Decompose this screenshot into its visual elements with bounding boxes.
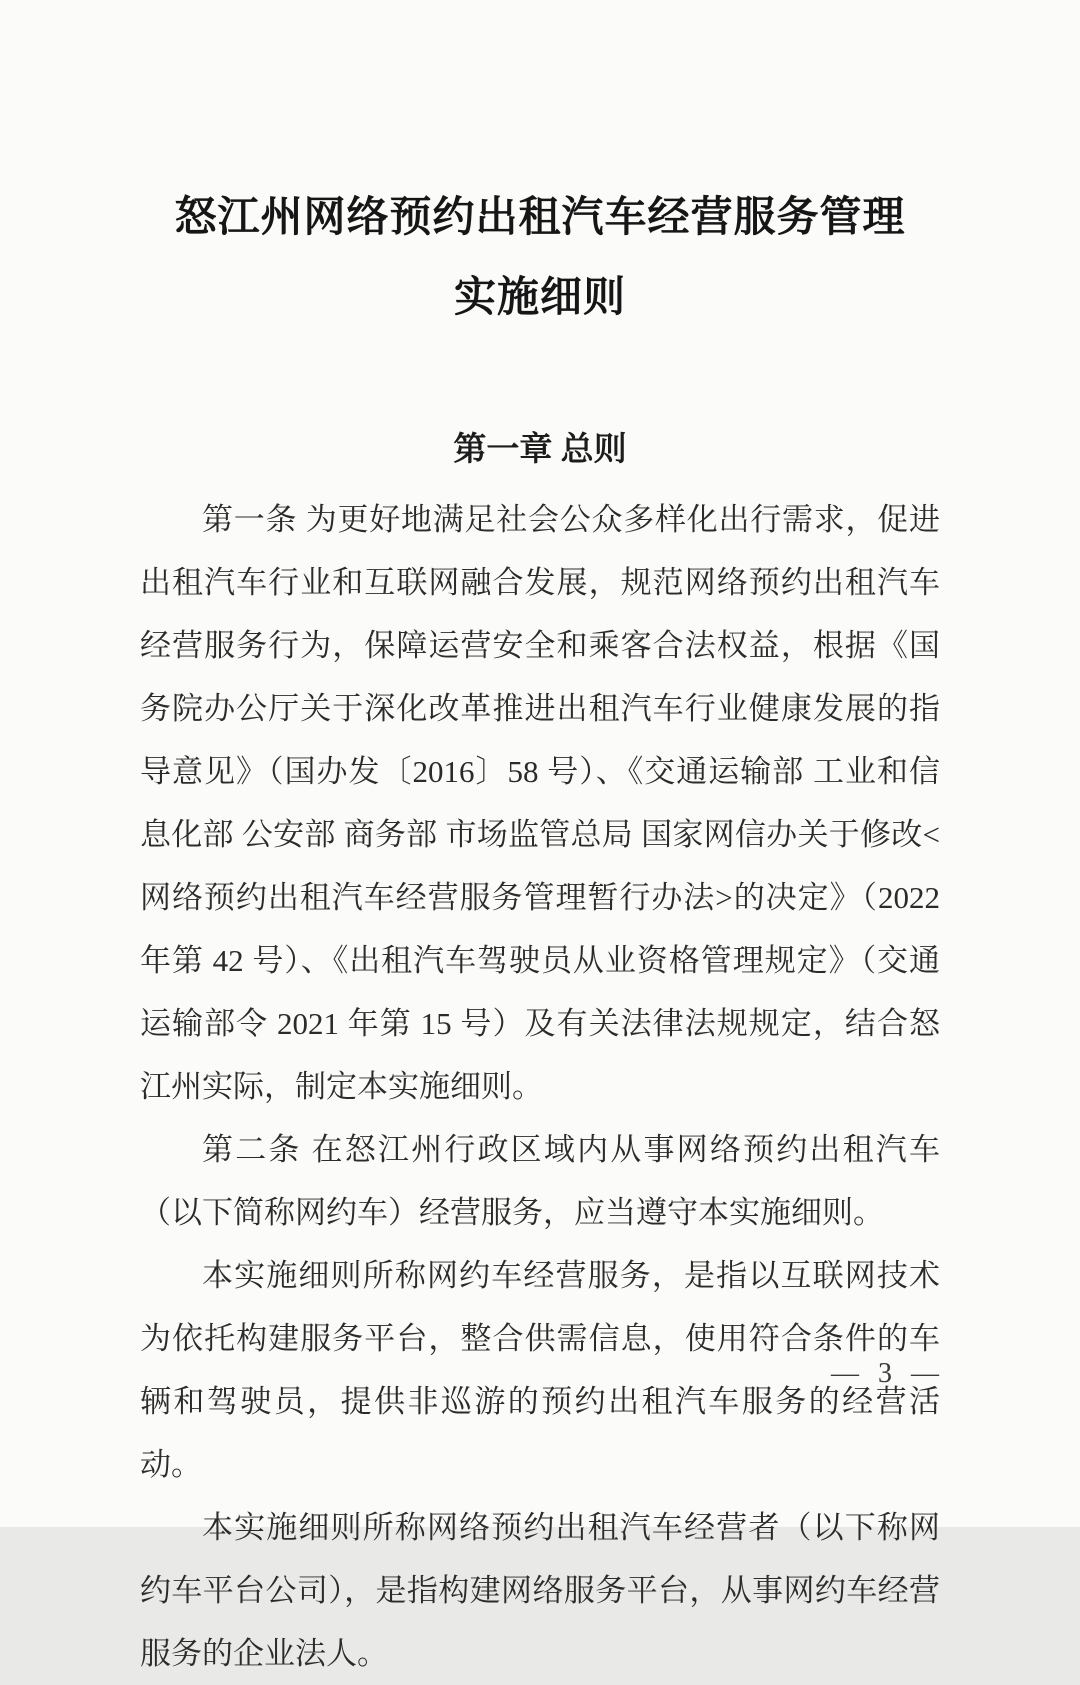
- paragraph-article-2: 第二条 在怒江州行政区域内从事网络预约出租汽车（以下简称网约车）经营服务，应当遵守本实施细则。: [140, 1132, 940, 1230]
- page-number: — 3 —: [831, 1358, 945, 1389]
- document-content: [140, 0, 940, 1685]
- document-title-line-1: 怒江州网络预约出租汽车经营服务管理: [174, 195, 906, 241]
- chapter-heading: 第一章 总则: [453, 432, 627, 468]
- paragraph-definition-service: 本实施细则所称网约车经营服务，是指以互联网技术为依托构建服务平台，整合供需信息，使用符合条件的车辆和驾驶员，提供非巡游的预约出租汽车服务的经营活动。: [140, 1258, 940, 1482]
- paragraph-article-1: 第一条 为更好地满足社会公众多样化出行需求，促进出租汽车行业和互联网融合发展，规范网络预约出租汽车经营服务行为，保障运营安全和乘客合法权益，根据《国务院办公厅关于深化改革推进出租汽车行业健康发展的指导意见》（国办发〔2016〕58 号）、《交通运输部 工业和信息化部 公安部 商务部 市场监管总局 国家网信办关于修改<网络预约出租汽车经营服务管理暂行办法>的决定》（2022 年第 42 号）、《出租汽车驾驶员从业资格管理规定》（交通运输部令 2021 年第 15 号）及有关法律法规规定，结合怒江州实际，制定本实施细则。: [140, 502, 940, 1104]
- document-body: [140, 488, 940, 1685]
- paragraph-definition-operator: 本实施细则所称网络预约出租汽车经营者（以下称网约车平台公司），是指构建网络服务平台，从事网约车经营服务的企业法人。: [140, 1510, 940, 1671]
- document-title: [140, 178, 940, 338]
- document-title-line-2: 实施细则: [453, 275, 626, 321]
